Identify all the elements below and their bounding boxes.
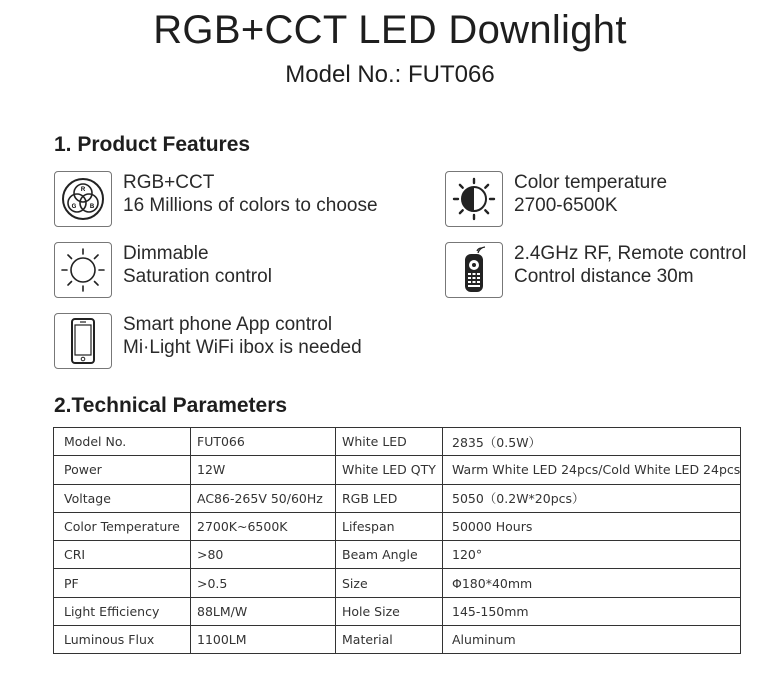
smartphone-icon xyxy=(54,313,112,369)
param-value: 12W xyxy=(191,456,336,484)
feature-dimmable xyxy=(54,242,272,298)
param-label: Voltage xyxy=(54,484,191,512)
rgb-letter-g: G xyxy=(71,204,77,210)
param-label: CRI xyxy=(54,541,191,569)
param-value: Aluminum xyxy=(443,626,741,654)
param-label: Beam Angle xyxy=(336,541,443,569)
param-value: 1100LM xyxy=(191,626,336,654)
param-label: Power xyxy=(54,456,191,484)
param-value: Warm White LED 24pcs/Cold White LED 24pcs xyxy=(443,456,741,484)
param-value: 145-150mm xyxy=(443,597,741,625)
color-temperature-icon xyxy=(445,171,503,227)
param-value: 2700K~6500K xyxy=(191,512,336,540)
param-value: FUT066 xyxy=(191,428,336,456)
param-label: PF xyxy=(54,569,191,597)
feature-remote-control xyxy=(445,242,746,298)
rgb-letter-r: R xyxy=(80,187,86,193)
feature-line2: 2700-6500K xyxy=(514,195,618,216)
technical-parameters-table xyxy=(53,427,741,654)
feature-line2: Saturation control xyxy=(123,266,272,287)
param-value: 120° xyxy=(443,541,741,569)
model-number: Model No.: FUT066 xyxy=(285,61,495,88)
table-row xyxy=(54,512,741,540)
feature-line2: Control distance 30m xyxy=(514,266,694,287)
remote-control-icon xyxy=(445,242,503,298)
table-row xyxy=(54,597,741,625)
param-value: 50000 Hours xyxy=(443,512,741,540)
param-value: >80 xyxy=(191,541,336,569)
param-label: Light Efficiency xyxy=(54,597,191,625)
param-label: Color Temperature xyxy=(54,512,191,540)
param-label: RGB LED xyxy=(336,484,443,512)
table-row xyxy=(54,626,741,654)
table-row xyxy=(54,456,741,484)
param-value: AC86-265V 50/60Hz xyxy=(191,484,336,512)
feature-rgb-cct xyxy=(54,171,378,227)
param-value: Φ180*40mm xyxy=(443,569,741,597)
param-label: Model No. xyxy=(54,428,191,456)
param-label: Hole Size xyxy=(336,597,443,625)
feature-line1: Dimmable xyxy=(123,243,209,264)
sun-dimmable-icon xyxy=(54,242,112,298)
table-row xyxy=(54,569,741,597)
param-value: >0.5 xyxy=(191,569,336,597)
param-label: Luminous Flux xyxy=(54,626,191,654)
feature-line2: Mi·Light WiFi ibox is needed xyxy=(123,337,362,358)
feature-line1: 2.4GHz RF, Remote control xyxy=(514,243,747,264)
table-row xyxy=(54,428,741,456)
features-heading: 1. Product Features xyxy=(54,133,251,156)
param-label: Material xyxy=(336,626,443,654)
param-value: 88LM/W xyxy=(191,597,336,625)
feature-line1: Smart phone App control xyxy=(123,314,333,335)
technical-heading: 2.Technical Parameters xyxy=(54,394,288,417)
table-row xyxy=(54,541,741,569)
feature-smartphone-app xyxy=(54,313,362,369)
feature-line1: Color temperature xyxy=(514,172,668,193)
param-label: White LED xyxy=(336,428,443,456)
rgb-circles-icon xyxy=(54,171,112,227)
page-title: RGB+CCT LED Downlight xyxy=(153,8,627,52)
rgb-letter-b: B xyxy=(89,204,95,210)
param-label: White LED QTY xyxy=(336,456,443,484)
table-row xyxy=(54,484,741,512)
feature-line2: 16 Millions of colors to choose xyxy=(123,195,378,216)
param-value: 5050（0.2W*20pcs） xyxy=(443,484,741,512)
feature-line1: RGB+CCT xyxy=(123,172,215,193)
param-label: Size xyxy=(336,569,443,597)
param-label: Lifespan xyxy=(336,512,443,540)
feature-color-temperature xyxy=(445,171,667,227)
param-value: 2835（0.5W） xyxy=(443,428,741,456)
